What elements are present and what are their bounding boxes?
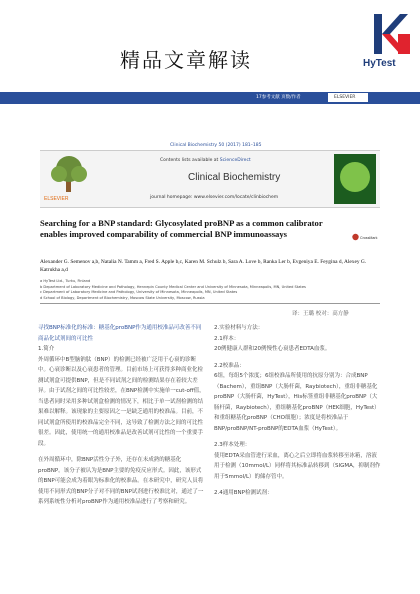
authors: Alexander G. Semenov a,b, Natalia N. Tamm a, Fred S. Apple b,c, Karen M. Schulz b, Sara A. Love b, Ranka Ler b, Evgeniya E. Feygina d, Alexey G. Katrukha a,d (40, 259, 367, 273)
section-heading: 2.2校准品： (214, 362, 245, 369)
section-text: 20例健康人群和20例慢性心衰患者EDTA血浆。 (214, 346, 331, 352)
crossmark-label: CrossMark (360, 236, 378, 240)
journal-homepage: journal homepage: www.elsevier.com/locate/clinbiochem (150, 195, 279, 200)
section-text: 6组，每组5个浓度；6组校准品所使用的抗原分别为：合成BNP（Bachem），重组BNP（大肠杆菌，Raybiotech），重组非糖基化proBNP（大肠杆菌，HyTest），His标签重组非糖基化proBNP（大肠杆菌，Raybiotech），重组糖基化proBNP（HEK细胞，HyTest）和重组糖基化proBNP（CHO细胞）；浓度是将校准品于BNP/proBNP/NT-proBNP的EDTA血浆（HyTest）。 (214, 373, 380, 432)
section-heading: 2.4通用BNP检测试剂： (214, 490, 273, 496)
band-label: ELSEVIER (334, 95, 356, 100)
methods-heading: 2.实验材料与方法： (214, 325, 264, 331)
band-text: 17参考文献 页数/作者 (256, 95, 301, 100)
journal-cover-art (340, 162, 370, 192)
publisher-name: ELSEVIER (44, 196, 69, 202)
paper-title: Searching for a BNP standard: Glycosylated proBNP as a common calibrator enables improved comparability of commercial BNP immunoassays (40, 218, 323, 239)
left-column (38, 323, 206, 514)
intro-paragraph-2: 在外周循环中，除BNP活性分子外，还存在未成熟的糖基化proBNP。该分子被认为是BNP主要的免疫反应形式。因此，该形式的BNP可能会成为着眼为标准化的校准品。在本研究中，研究人员将使用不同形式的BNP分子对不同的BNP试剂进行校准比对，通过了一系列系统性分析对proBNP作为通用校准品进行了考察和研究。 (38, 457, 204, 505)
affiliations (40, 279, 375, 301)
article-heading: 寻找BNP标准化的标准：糖基化proBNP作为通用校准品可改善不同商品化试剂间的可比性 (38, 325, 202, 342)
section-text: 使用EDTA采血管进行采血，离心之后立即将血浆转移至冰箱，溶液用于检测（10mmol/L）同样将其标准品转移到（SIGMA，抑制剂作用于5mmol/L）的储存管中。 (214, 452, 381, 480)
contents-prefix: Contents lists available at (160, 158, 220, 163)
elsevier-tree-icon (44, 154, 94, 202)
contents-line (160, 158, 251, 163)
affiliation: c Department of Laboratory Medicine and Pathology, University of Minnesota, Minneapolis, MN, United States (40, 290, 238, 294)
right-column (214, 323, 382, 499)
affiliation: d School of Biology, Department of Biochemistry, Moscow State University, Moscow, Russia (40, 295, 205, 300)
translator-credit: 译：王璐 校对：高方静 (292, 311, 349, 317)
journal-title: Clinical Biochemistry (188, 172, 281, 183)
crossmark-icon[interactable] (352, 233, 378, 241)
section-heading: 2.3样本处理： (214, 442, 251, 448)
page-title: 精品文章解读 (120, 48, 252, 72)
divider (40, 303, 380, 304)
logo-text: HyTest (363, 58, 396, 69)
intro-paragraph: 外周循环中B型脑钠肽（BNP）的检测已经被广泛用于心衰的诊断中。心衰诊断以及心衰患者的管理。目前市场上可获得多种商业化检测试剂盒可提供BNP，但是不同试剂之间的检测结果存在着较大差异。由于试剂之间的可比性较差，在BNP检测中实施单一cut-off值，当患者同时采用多种试剂盒检测的情况下，相比于单一试剂检测的结果难以解释。该现象的主要原因之一是缺乏通用的校准品。目前，不同试剂盒所使用的校准品完全不同，这导致了检测方法之间的可比性很差。因此，使用统一的通用校准品是改善试剂可比性的一个重要手段。 (38, 356, 205, 447)
intro-heading: 1.简介 (38, 346, 55, 352)
sciencedirect-link[interactable]: ScienceDirect (219, 158, 251, 163)
affiliation: a HyTest Ltd., Turku, Finland (40, 279, 91, 283)
section-heading: 2.1样本： (214, 335, 240, 342)
affiliation: b Department of Laboratory Medicine and Pathology, Hennepin County Medical Center and University of Minnesota, Minneapolis, MN, United States (40, 284, 306, 289)
citation: Clinical Biochemistry 50 (2017) 181–185 (170, 143, 262, 148)
